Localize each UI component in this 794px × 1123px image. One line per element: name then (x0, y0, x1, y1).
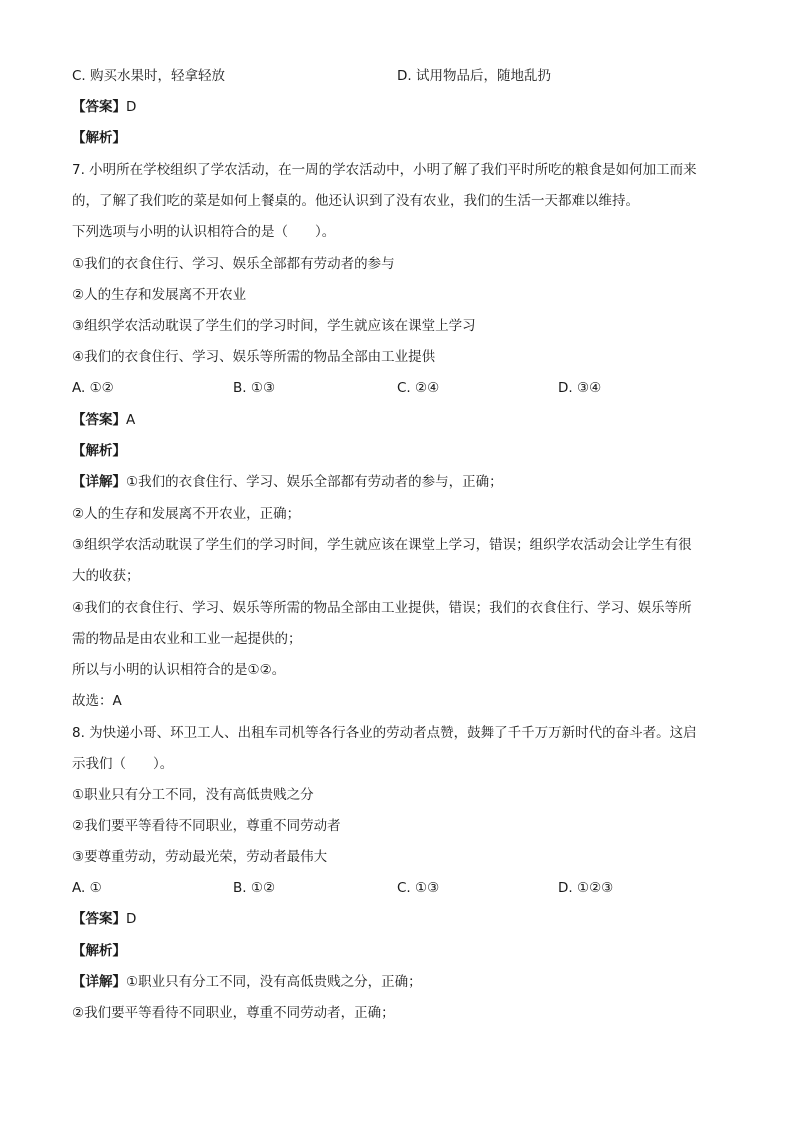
answer-value: D (126, 99, 137, 115)
q8-detail-line-1 (72, 972, 422, 992)
q8-answer (72, 909, 136, 929)
q8-stem-line-1: 8. 为快递小哥、环卫工人、出租车司机等各行各业的劳动者点赞，鼓舞了千千万万新时代的奋斗者。这启 (72, 725, 697, 741)
q7-option-a: A. ①② (72, 380, 114, 396)
q7-detail-line-4: 大的收获； (72, 568, 140, 584)
q7-stem-line-3: 下列选项与小明的认识相符合的是（ ）。 (72, 224, 336, 240)
detail-label: 【详解】 (72, 474, 126, 490)
detail-text: ①我们的衣食住行、学习、娱乐全部都有劳动者的参与，正确； (126, 474, 503, 490)
q7-statement-1: ①我们的衣食住行、学习、娱乐全部都有劳动者的参与 (72, 256, 395, 272)
q7-answer (72, 410, 135, 430)
detail-text: ①职业只有分工不同，没有高低贵贱之分，正确； (126, 974, 422, 990)
q7-conclusion: 所以与小明的认识相符合的是①②。 (72, 662, 286, 678)
q8-option-a: A. ① (72, 880, 102, 896)
q7-analysis-label: 【解析】 (72, 443, 126, 459)
q7-statement-3: ③组织学农活动耽误了学生们的学习时间，学生就应该在课堂上学习 (72, 318, 476, 334)
answer-value: A (126, 412, 136, 428)
q7-stem-line-1: 7. 小明所在学校组织了学农活动，在一周的学农活动中，小明了解了我们平时所吃的粮食是如何加工而来 (72, 162, 697, 178)
answer-label: 【答案】 (72, 911, 126, 927)
q7-detail-line-1 (72, 472, 503, 492)
q8-statement-3: ③要尊重劳动，劳动最光荣，劳动者最伟大 (72, 849, 328, 865)
q7-detail-line-6: 需的物品是由农业和工业一起提供的； (72, 631, 302, 647)
q7-statement-2: ②人的生存和发展离不开农业 (72, 287, 247, 303)
q7-stem-line-2: 的，了解了我们吃的菜是如何上餐桌的。他还认识到了没有农业，我们的生活一天都难以维持。 (72, 193, 639, 209)
q7-option-b: B. ①③ (233, 380, 276, 396)
q7-detail-line-3: ③组织学农活动耽误了学生们的学习时间，学生就应该在课堂上学习，错误；组织学农活动会让学生有很 (72, 537, 692, 553)
q6-answer (72, 97, 136, 117)
q8-detail-line-2: ②我们要平等看待不同职业，尊重不同劳动者，正确； (72, 1005, 395, 1021)
q8-statement-1: ①职业只有分工不同，没有高低贵贱之分 (72, 787, 314, 803)
q7-detail-line-2: ②人的生存和发展离不开农业，正确； (72, 506, 301, 522)
q7-option-d: D. ③④ (558, 380, 602, 396)
answer-label: 【答案】 (72, 412, 126, 428)
q8-statement-2: ②我们要平等看待不同职业，尊重不同劳动者 (72, 818, 341, 834)
q8-option-c: C. ①③ (397, 880, 440, 896)
q8-option-b: B. ①② (233, 880, 276, 896)
q7-choice: 故选：A (72, 693, 122, 709)
q8-option-d: D. ①②③ (558, 880, 614, 896)
answer-value: D (126, 911, 137, 927)
q8-analysis-label: 【解析】 (72, 943, 126, 959)
q6-option-c: C. 购买水果时，轻拿轻放 (72, 68, 226, 84)
q7-detail-line-5: ④我们的衣食住行、学习、娱乐等所需的物品全部由工业提供，错误；我们的衣食住行、学习、娱乐等所 (72, 600, 692, 616)
q6-option-d: D. 试用物品后，随地乱扔 (397, 68, 551, 84)
detail-label: 【详解】 (72, 974, 126, 990)
answer-label: 【答案】 (72, 99, 126, 115)
q6-analysis-label: 【解析】 (72, 130, 126, 146)
q7-statement-4: ④我们的衣食住行、学习、娱乐等所需的物品全部由工业提供 (72, 349, 436, 365)
q8-stem-line-2: 示我们（ ）。 (72, 756, 174, 772)
q7-option-c: C. ②④ (397, 380, 440, 396)
